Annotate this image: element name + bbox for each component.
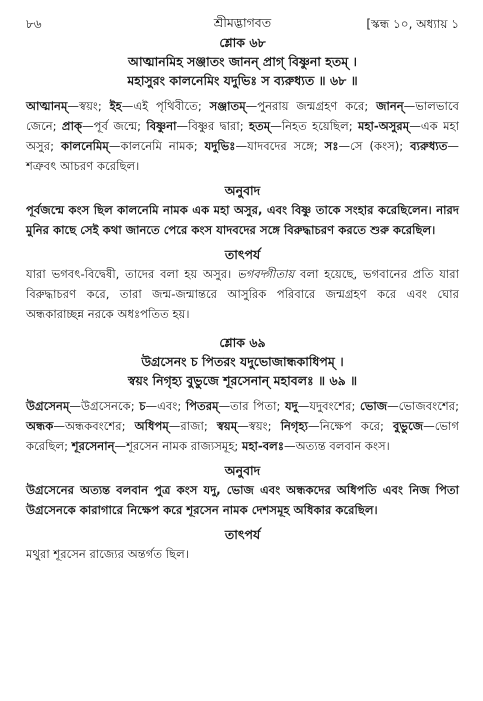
purport-68-scripture: ভগবদ্গীতায় xyxy=(237,267,295,281)
page-header xyxy=(26,0,459,34)
synonym-word: বিষ্ণুনা xyxy=(146,119,177,133)
synonym-word: হতম্ xyxy=(248,119,271,133)
synonym-word: যদুভিঃ xyxy=(204,139,236,153)
synonym-meaning: —অত্যন্ত বলবান কংস। xyxy=(284,439,390,453)
synonym-meaning: —স্বয়ং; xyxy=(237,419,281,433)
synonym-word: জানন্ xyxy=(376,99,404,113)
synonym-word: মহা-অসুরম্ xyxy=(358,119,410,133)
verse-68-title: শ্লোক ৬৮ xyxy=(219,35,266,50)
synonym-word: বুভুজে xyxy=(392,419,424,433)
page-number: ৮৬ xyxy=(26,17,42,31)
verse-69-line-2: স্বয়ং নিগৃহ্য বুভুজে শূরসেনান্ মহাবলঃ ॥ ৬৯ ॥ xyxy=(127,373,358,388)
synonym-meaning: —নিক্ষেপ করে; xyxy=(307,419,393,433)
synonym-meaning: —উগ্রসেনকে; xyxy=(69,399,140,413)
synonym-word: আত্মানম্ xyxy=(26,99,68,113)
synonym-word: পিতরম্ xyxy=(185,399,219,413)
synonym-meaning: —বিষ্ণুর দ্বারা; xyxy=(176,119,249,133)
synonym-meaning: —শত্রুবৎ আচরণ করেছিল। xyxy=(26,139,460,173)
synonym-word: নিগৃহ্য xyxy=(280,419,308,433)
synonym-meaning: —ভোজবংশের; xyxy=(387,399,459,413)
synonym-meaning: —এবং; xyxy=(145,399,186,413)
synonym-meaning: —শূরসেন নামক রাজ্যসমূহ; xyxy=(114,439,243,453)
translation-68-heading: অনুবাদ xyxy=(224,183,261,198)
purport-69: মথুরা শূরসেন রাজ্যের অন্তর্গত ছিল। xyxy=(26,547,189,561)
synonym-word: সঞ্জাতম্ xyxy=(209,99,246,113)
translation-69: উগ্রসেনের অত্যন্ত বলবান পুত্র কংস যদু, ভোজ এবং অন্ধকদের অধিপতি এবং নিজ পিতা উগ্রসেনকে কারাগারে নিক্ষেপ করে শূরসেন নামক দেশসমূহ অধিকার করেছিল। xyxy=(26,483,459,517)
synonym-meaning: —নিহত হয়েছিল; xyxy=(270,119,358,133)
synonym-word: প্রাক্ xyxy=(61,119,83,133)
purport-68-text-a: যারা ভগবৎ-বিদ্বেষী, তাদের বলা হয় অসুর। xyxy=(26,267,238,281)
synonym-meaning: —যদুবংশের; xyxy=(297,399,360,413)
verse-68-line-2: মহাসুরং কালনেমিং যদুভিঃ স ব্যরুধ্যত ॥ ৬৮ ॥ xyxy=(127,73,358,88)
synonym-meaning: —স্বয়ং; xyxy=(67,99,110,113)
synonym-meaning: —রাজা; xyxy=(168,419,217,433)
purport-68 xyxy=(26,264,459,324)
synonym-meaning: —পূর্ব জন্মে; xyxy=(82,119,147,133)
synonym-word: স্বয়ম্ xyxy=(216,419,238,433)
synonym-word: অন্ধক xyxy=(26,419,54,433)
synonyms-68 xyxy=(26,96,459,176)
synonym-word: উগ্রসেনম্ xyxy=(26,399,70,413)
synonym-meaning: —যাদবদের সঙ্গে; xyxy=(235,139,325,153)
synonyms-69 xyxy=(26,396,459,456)
verse-69-title: শ্লোক ৬৯ xyxy=(219,335,266,350)
synonym-word: শূরসেনান্ xyxy=(71,439,115,453)
synonym-word: যদু xyxy=(285,399,298,413)
verse-69-line-1: উগ্রসেনং চ পিতরং যদুভোজান্ধকাধিপম্ । xyxy=(141,354,344,369)
synonym-word: ব্যরুধ্যত xyxy=(410,139,448,153)
synonym-meaning: —এই পৃথিবীতে; xyxy=(121,99,210,113)
synonym-word: অধিপম্ xyxy=(134,419,169,433)
chapter-reference: [স্কন্ধ ১০, অধ্যায় ১ xyxy=(366,17,459,31)
synonym-meaning: —এক মহা অসুর; xyxy=(26,119,459,153)
purport-68-heading: তাৎপর্য xyxy=(224,247,261,262)
verse-68-line-1: আত্মানমিহ সঞ্জাতং জানন্ প্রাগ্ বিষ্ণুনা হতম্ । xyxy=(128,54,357,69)
synonym-meaning: —সে (কংস); xyxy=(338,139,411,153)
synonym-word: সঃ xyxy=(324,139,339,153)
translation-69-heading: অনুবাদ xyxy=(224,463,261,478)
synonym-meaning: —তার পিতা; xyxy=(218,399,285,413)
synonym-word: মহা-বলঃ xyxy=(242,439,285,453)
synonym-word: ভোজ xyxy=(360,399,388,413)
purport-68-text-b: বলা হয়েছে, ভগবানের প্রতি যারা বিরুদ্ধাচরণ করে, তারা জন্ম-জন্মান্তরে আসুরিক পরিবারে জন্মগ্রহণ করে এবং ঘোর অন্ধকারাচ্ছন্ন নরকে অধঃপতিত হয়। xyxy=(26,267,459,321)
synonym-word: চ xyxy=(139,399,146,413)
book-title: শ্রীমদ্ভাগবত xyxy=(213,15,272,30)
synonym-word: ইহ xyxy=(109,99,122,113)
synonym-meaning: —কালনেমি নামক; xyxy=(108,139,205,153)
synonym-meaning: —অন্ধকবংশের; xyxy=(53,419,135,433)
purport-69-heading: তাৎপর্য xyxy=(224,527,261,542)
synonym-meaning: —পুনরায় জন্মগ্রহণ করে; xyxy=(245,99,377,113)
synonym-meaning: —ভালভাবে জেনে; xyxy=(26,99,460,133)
synonym-meaning: —ভোগ করেছিল; xyxy=(26,419,460,453)
synonym-word: কালনেমিম্ xyxy=(60,139,109,153)
translation-68: পূর্বজন্মে কংস ছিল কালনেমি নামক এক মহা অসুর, এবং বিষ্ণু তাকে সংহার করেছিলেন। নারদ মুনির কাছে সেই কথা জানতে পেরে কংস যাদবদের সঙ্গে বিরুদ্ধাচরণ করতে শুরু করেছিল। xyxy=(26,203,459,237)
